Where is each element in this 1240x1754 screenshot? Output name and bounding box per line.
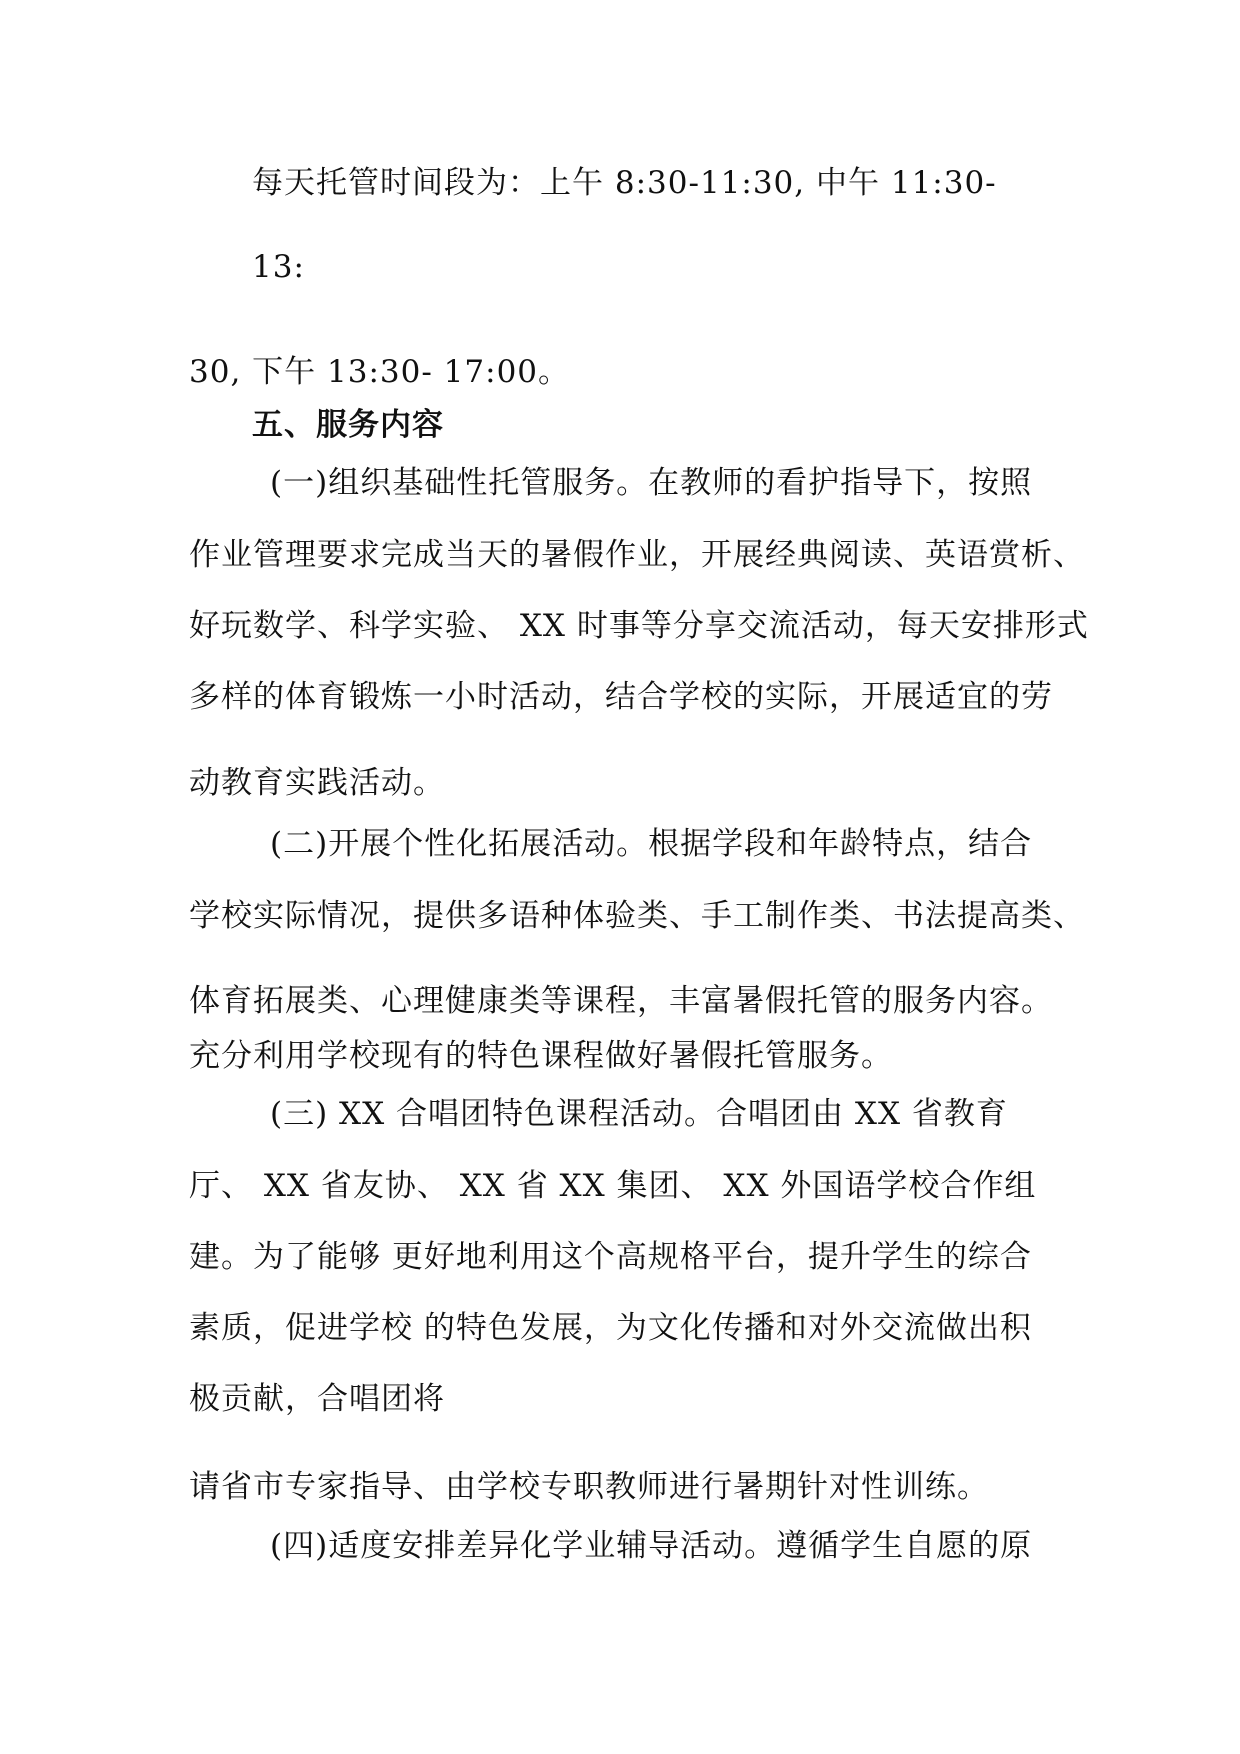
text-line-12: 体育拓展类、心理健康类等课程，丰富暑假托管的服务内容。 [189,983,1053,1019]
text-line-16: 建。为了能够 更好地利用这个高规格平台，提升学生的综合 [189,1239,1032,1275]
text-line-11: 学校实际情况，提供多语种体验类、手工制作类、书法提高类、 [189,898,1085,934]
text-line-5: (一)组织基础性托管服务。在教师的看护指导下，按照 [270,465,1033,501]
text-line-17: 素质，促进学校 的特色发展，为文化传播和对外交流做出积 [189,1310,1032,1346]
text-line-13: 充分利用学校现有的特色课程做好暑假托管服务。 [189,1038,893,1074]
text-line-18: 极贡献，合唱团将 [189,1381,445,1417]
text-line-1: 每天托管时间段为：上午 8:30-11:30, 中午 11:30- [252,165,997,201]
text-line-15: 厅、 XX 省友协、 XX 省 XX 集团、 XX 外国语学校合作组 [189,1168,1037,1204]
text-line-10: (二)开展个性化拓展活动。根据学段和年龄特点，结合 [270,826,1033,862]
text-line-6: 作业管理要求完成当天的暑假作业，开展经典阅读、英语赏析、 [189,537,1085,573]
text-line-9: 动教育实践活动。 [189,765,445,801]
text-line-7: 好玩数学、科学实验、 XX 时事等分享交流活动，每天安排形式 [189,608,1089,644]
text-line-3: 30, 下午 13:30- 17:00。 [189,354,571,390]
section-heading: 五、服务内容 [252,407,444,443]
text-line-20: (四)适度安排差异化学业辅导活动。遵循学生自愿的原 [270,1528,1033,1564]
text-line-2: 13: [252,249,305,285]
text-line-19: 请省市专家指导、由学校专职教师进行暑期针对性训练。 [189,1469,989,1505]
text-line-14: (三) XX 合唱团特色课程活动。合唱团由 XX 省教育 [270,1096,1008,1132]
text-line-8: 多样的体育锻炼一小时活动，结合学校的实际，开展适宜的劳 [189,679,1053,715]
